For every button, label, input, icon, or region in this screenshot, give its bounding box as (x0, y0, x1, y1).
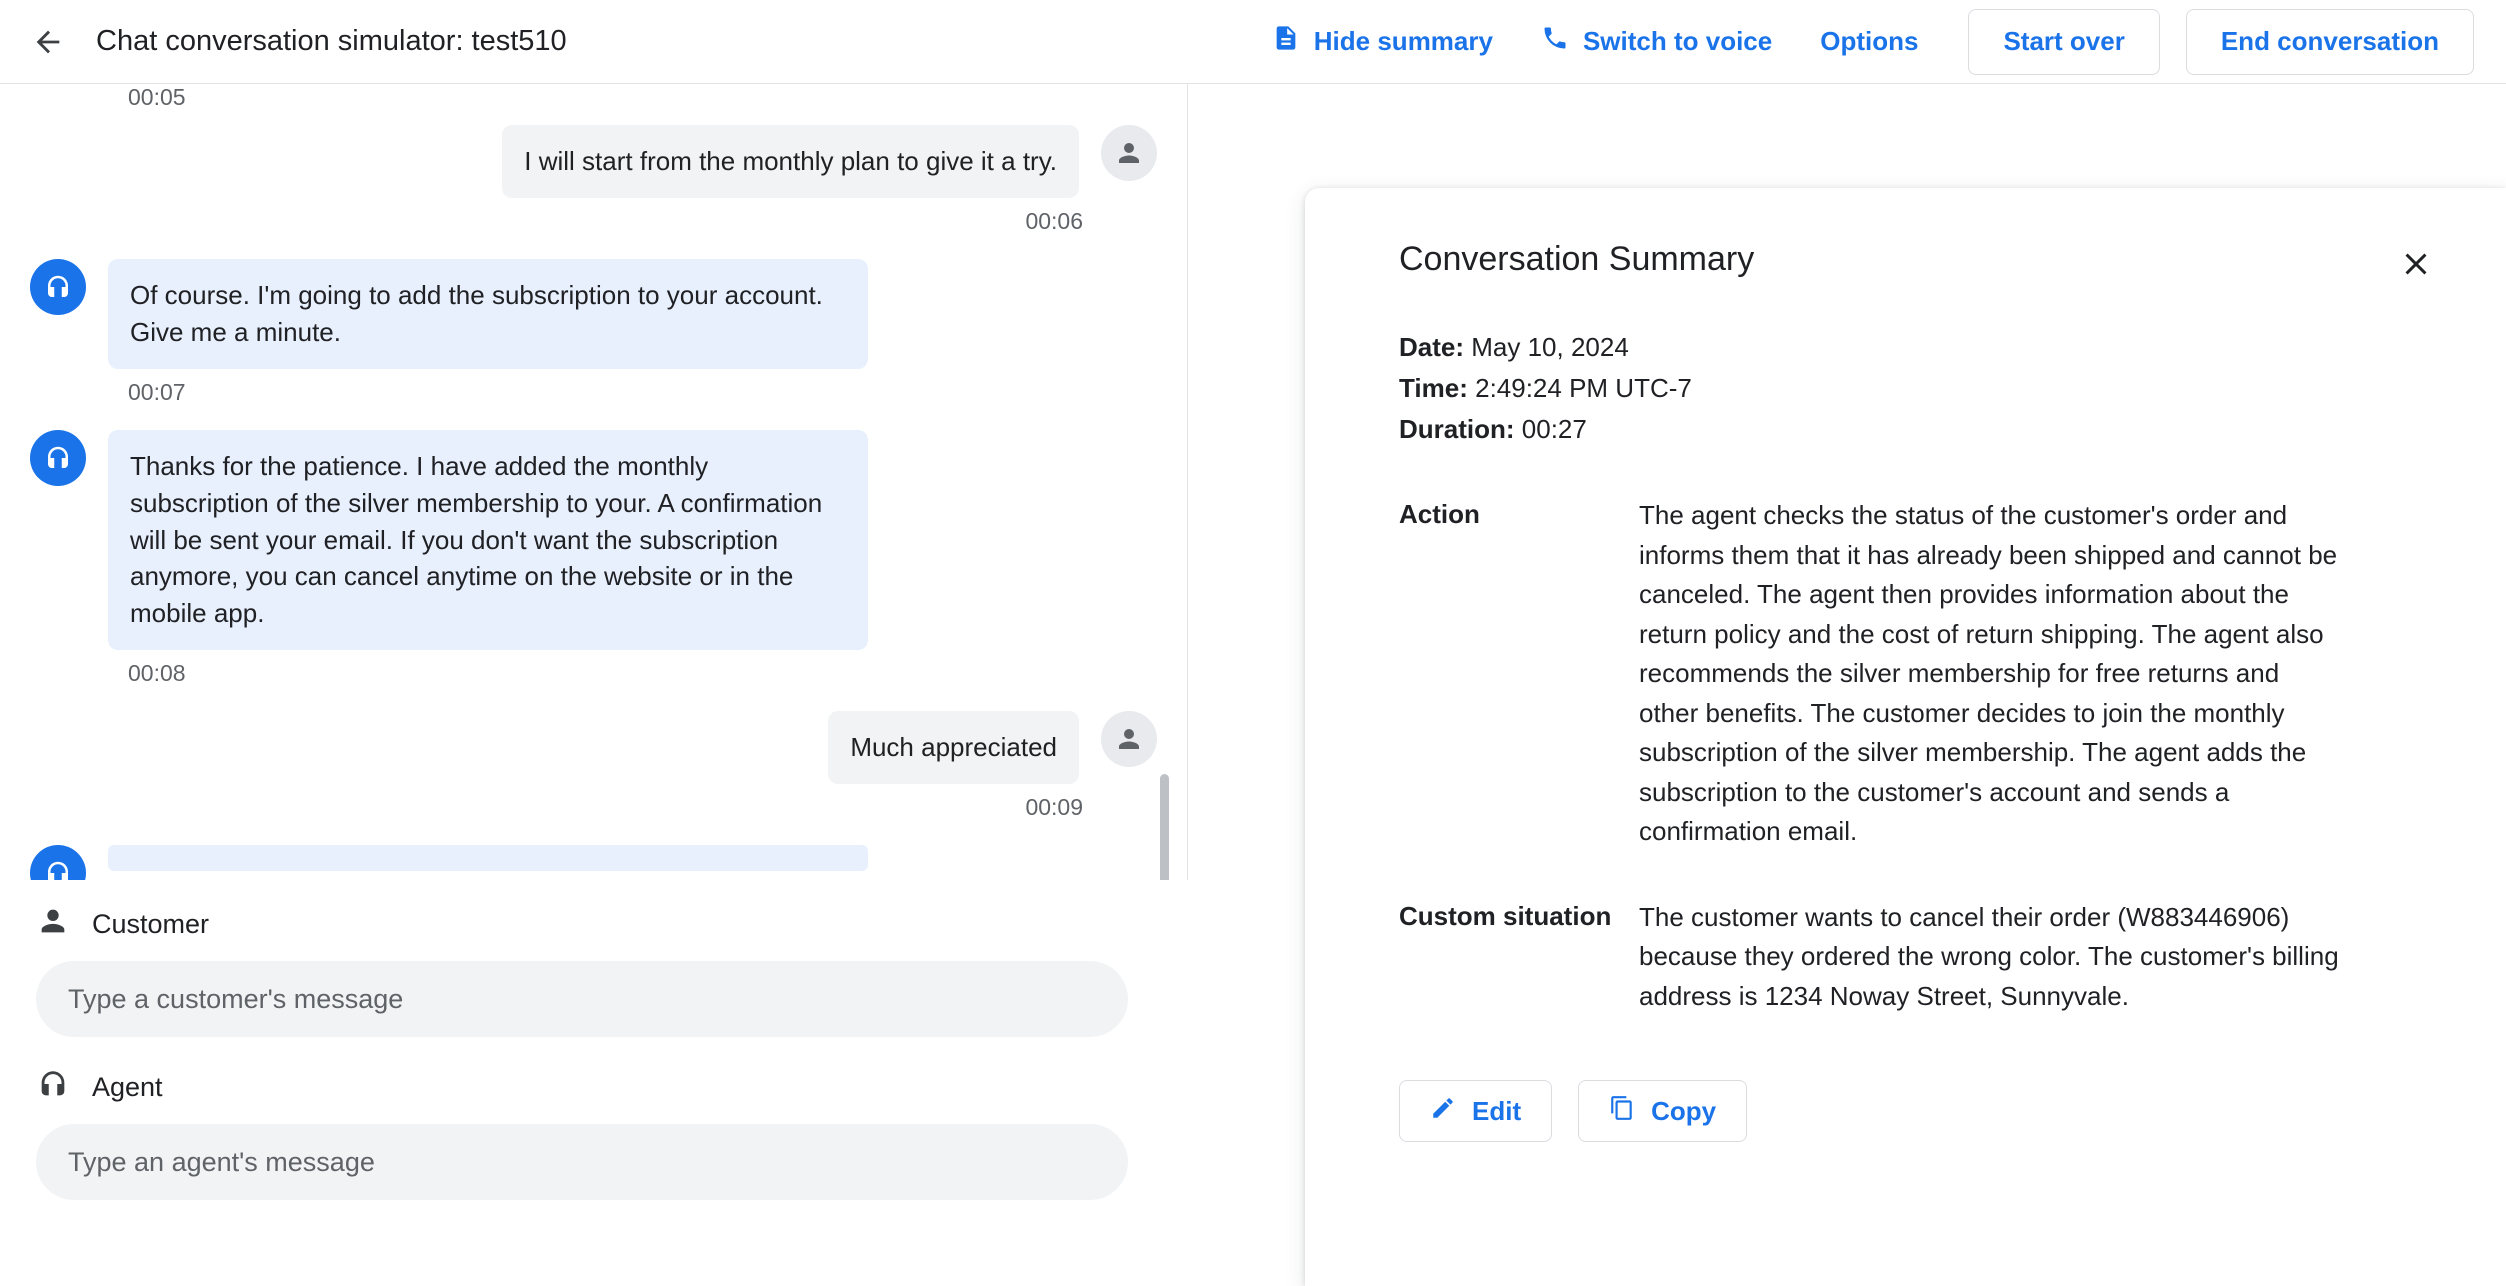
partial-timestamp: 00:05 (128, 84, 186, 110)
summary-time-label: Time: (1399, 373, 1468, 404)
chat-message-agent (0, 259, 1187, 369)
customer-label-text: Customer (92, 909, 210, 939)
edit-label: Edit (1472, 1095, 1522, 1126)
summary-action-label: Action (1399, 499, 1480, 530)
arrow-left-icon (31, 25, 65, 59)
message-timestamp: 00:09 (1025, 794, 1083, 821)
avatar-agent (30, 430, 86, 486)
chat-scrollbar-thumb[interactable] (1160, 774, 1169, 884)
avatar-customer (1101, 125, 1157, 181)
switch-to-voice-label: Switch to voice (1582, 26, 1773, 56)
avatar-customer (1101, 711, 1157, 767)
summary-date-label: Date: (1399, 332, 1465, 362)
person-icon (36, 904, 70, 945)
message-composer (0, 880, 1188, 1286)
message-text: Much appreciated (828, 711, 1079, 784)
start-over-button[interactable]: Start over (1968, 9, 2159, 75)
person-icon (1114, 138, 1144, 168)
summary-situation-text: The customer wants to cancel their order (W883446906) because they ordered the wrong color. The customer's billing address is 1234 Noway Street, Sunnyvale. (1639, 901, 2339, 1011)
copy-summary-button[interactable] (1578, 1080, 1747, 1142)
hide-summary-label: Hide summary (1313, 26, 1493, 56)
avatar-agent (30, 259, 86, 315)
chat-message-customer (0, 125, 1187, 198)
top-app-bar (0, 0, 2506, 84)
agent-label-text: Agent (92, 1072, 163, 1102)
summary-situation-section (1399, 898, 2444, 1017)
top-bar-actions (1248, 9, 2506, 75)
summary-title: Conversation Summary (1399, 240, 1755, 278)
summary-duration-label: Duration: (1399, 414, 1515, 445)
chat-message-customer (0, 711, 1187, 784)
message-text: Of course. I'm going to add the subscription to your account. Give me a minute. (108, 259, 868, 369)
conversation-summary-panel (1305, 188, 2506, 1286)
message-timestamp: 00:08 (128, 660, 186, 687)
headset-icon (43, 443, 73, 473)
message-text: Thanks for the patience. I have added the monthly subscription of the silver membership to your. A confirmation will be sent your email. If you don't want the subscription anymore, you can cancel anytime on the website or in the mobile app. (108, 430, 868, 651)
summary-duration-value: 00:27 (1521, 414, 1587, 445)
summary-time-value: 2:49:24 PM UTC-7 (1475, 373, 1692, 404)
close-icon (2398, 246, 2434, 287)
copy-icon (1609, 1095, 1635, 1128)
phone-icon (1541, 24, 1569, 59)
summary-action-section (1399, 496, 2444, 852)
options-action[interactable] (1796, 14, 1942, 70)
headset-icon (36, 1067, 70, 1108)
message-timestamp: 00:07 (128, 378, 186, 405)
page-title: Chat conversation simulator: test510 (96, 25, 567, 57)
close-summary-button[interactable] (2392, 242, 2440, 290)
person-icon (1114, 724, 1144, 754)
summary-time-row (1399, 368, 2444, 409)
options-label: Options (1820, 26, 1919, 56)
summary-actions (1399, 1080, 2444, 1142)
hide-summary-action[interactable] (1248, 14, 1517, 70)
end-conversation-button[interactable]: End conversation (2186, 9, 2474, 75)
chat-message-agent (0, 430, 1187, 651)
edit-summary-button[interactable] (1399, 1080, 1552, 1142)
customer-composer-label (36, 904, 1152, 945)
summary-date-row (1399, 327, 2444, 368)
back-button[interactable] (22, 16, 74, 68)
copy-label: Copy (1651, 1095, 1717, 1126)
summary-date-value: May 10, 2024 (1471, 332, 1629, 362)
pencil-icon (1430, 1095, 1456, 1128)
summary-duration-row (1399, 409, 2444, 450)
agent-message-input[interactable] (36, 1124, 1128, 1200)
summary-meta (1399, 327, 2444, 450)
customer-message-input[interactable] (36, 961, 1128, 1037)
message-partial (108, 845, 868, 871)
switch-to-voice-action[interactable] (1517, 14, 1796, 70)
headset-icon (43, 272, 73, 302)
agent-composer-label (36, 1067, 1152, 1108)
message-timestamp: 00:06 (1025, 207, 1083, 234)
summary-action-text: The agent checks the status of the customer's order and informs them that it has already been shipped and cannot be canceled. The agent then provides information about the return policy and the cost of return shipping. The agent also recommends the silver membership for free returns and other benefits. The customer decides to join the monthly subscription of the silver membership. The agent adds the subscription to the customer's account and sends a confirmation email. (1639, 500, 2338, 847)
summary-situation-label: Custom situation (1399, 900, 1612, 931)
summary-doc-icon (1272, 24, 1300, 59)
message-text: I will start from the monthly plan to give it a try. (502, 125, 1079, 198)
